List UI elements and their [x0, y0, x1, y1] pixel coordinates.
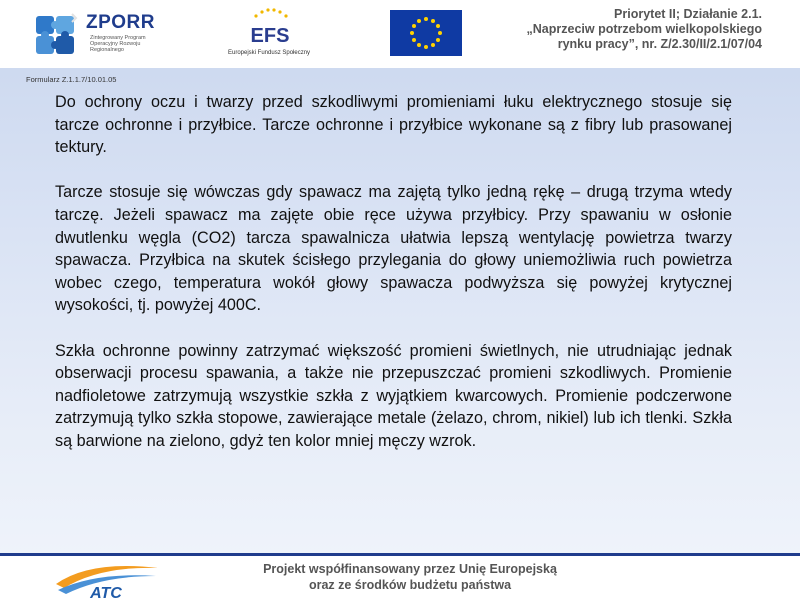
priority-line-3: rynku pracy”, nr. Z/2.30/II/2.1/07/04: [557, 37, 762, 51]
priority-line-1: Priorytet II; Działanie 2.1.: [614, 7, 762, 21]
eu-stars-icon: [390, 10, 462, 56]
cofinancing-line-2: oraz ze środków budżetu państwa: [308, 578, 512, 592]
atc-logo-icon: [50, 558, 165, 600]
cofinancing-line-1: Projekt współfinansowany przez Unię Europejską: [263, 562, 557, 576]
header: [0, 0, 800, 68]
zporr-title: ZPORR: [86, 12, 155, 33]
footer: [0, 556, 800, 600]
form-code: Formularz Z.1.1.7/10.01.05: [26, 75, 117, 84]
paragraph-3: Szkła ochronne powinny zatrzymać większość promieni świetlnych, nie utrudniając jednak obserwacji procesu spawania, a także nie przepuszczać promieni szkodliwych. Promienie nadfioletowe zatrzymują wszystkie szkła z wyjątkiem kwarcowych. Promienie podczerwone zatrzymują tylko szkła stopowe, zawierające metale (żelazo, chrom, nikiel) lub ich tlenki. Szkła są barwione na zielono, gdyż ten kolor mniej męczy wzrok.: [55, 341, 732, 450]
efs-logo: [222, 6, 318, 62]
atc-name: ATC: [90, 585, 122, 600]
efs-caption: Europejski Fundusz Społeczny: [228, 50, 311, 56]
zporr-subtitle: Zintegrowany Program Operacyjny Rozwoju Regionalnego: [90, 35, 146, 53]
paragraph-2: Tarcze stosuje się wówczas gdy spawacz ma zajętą tylko jedną rękę – drugą trzyma wtedy tarczę. Jeżeli spawacz ma zajęte obie ręce używa przyłbicy. Przy spawaniu w osłonie dwutlenku węgla (CO2) tarcza spawalnicza ułatwia lepszą wentylację powietrza twarzy spawacza. Przyłbica na skutek ścisłego przylegania do głowy uniemożliwia ruch powietrza wobec czego, temperatura wokół głowy spawacza podwyższa się powyżej krytycznej wysokości, tj. powyżej 400C.: [55, 183, 732, 315]
efs-logo-icon: [222, 6, 318, 50]
priority-line-2: „Naprzeciw potrzebom wielkopolskiego: [526, 22, 762, 36]
priority-info: [462, 7, 762, 52]
content-body: [55, 91, 732, 453]
atc-logo: [50, 558, 165, 600]
zporr-puzzle-icon: [32, 10, 84, 58]
cofinancing-note: [220, 561, 600, 593]
zporr-logo: [32, 10, 192, 58]
eu-flag: [390, 10, 462, 56]
efs-name: EFS: [250, 25, 290, 47]
paragraph-1: Do ochrony oczu i twarzy przed szkodliwymi promieniami łuku elektrycznego stosuje się tarcze ochronne i przyłbice. Tarcze ochronne i przyłbice wykonane są z fibry lub prasowanej tektury.: [55, 93, 732, 157]
